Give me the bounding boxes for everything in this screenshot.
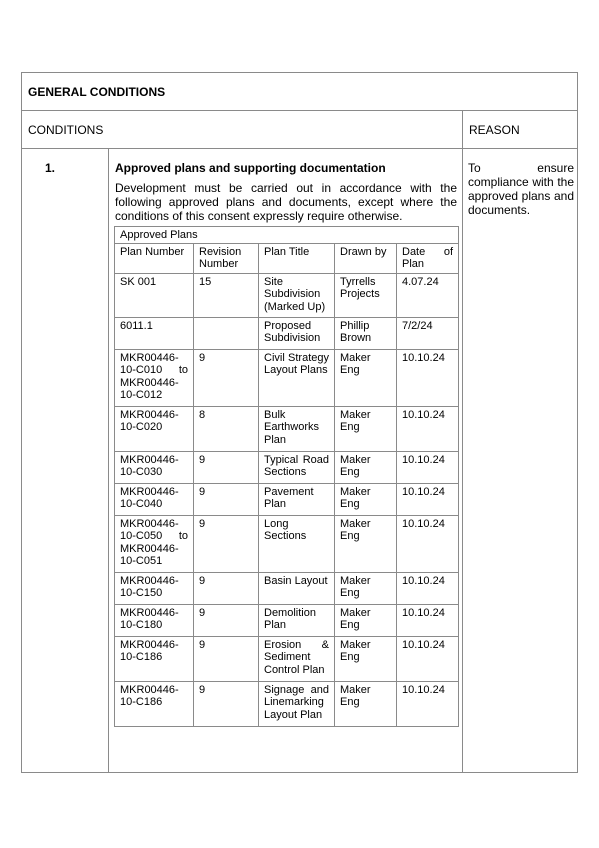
table-cell: Bulk Earthworks Plan bbox=[259, 406, 335, 451]
table-row bbox=[115, 406, 459, 451]
table-cell: 10.10.24 bbox=[397, 349, 459, 406]
table-cell: 10.10.24 bbox=[397, 604, 459, 636]
table-cell: Tyrrells Projects bbox=[335, 273, 397, 317]
table-row bbox=[115, 451, 459, 483]
table-cell: Basin Layout bbox=[259, 572, 335, 604]
table-cell: Civil Strategy Layout Plans bbox=[259, 349, 335, 406]
divider bbox=[21, 110, 578, 111]
table-cell: 4.07.24 bbox=[397, 273, 459, 317]
condition-number: 1. bbox=[45, 161, 56, 175]
column-divider bbox=[108, 148, 109, 773]
table-row bbox=[115, 483, 459, 515]
divider bbox=[21, 148, 578, 149]
section-title: GENERAL CONDITIONS bbox=[28, 85, 166, 99]
table-cell: Maker Eng bbox=[335, 406, 397, 451]
table-cell: 6011.1 bbox=[115, 317, 194, 349]
table-caption: Approved Plans bbox=[115, 227, 459, 244]
table-cell: 9 bbox=[194, 604, 259, 636]
column-header: Revision Number bbox=[194, 243, 259, 273]
table-cell: 8 bbox=[194, 406, 259, 451]
column-header: Drawn by bbox=[335, 243, 397, 273]
table-row bbox=[115, 349, 459, 406]
condition-reason: To ensure compliance with the approved plans and documents. bbox=[468, 161, 574, 217]
table-row bbox=[115, 681, 459, 726]
conditions-header: CONDITIONS bbox=[28, 123, 104, 137]
table-row bbox=[115, 572, 459, 604]
table-cell: MKR00446-10-C186 bbox=[115, 681, 194, 726]
table-cell: MKR00446-10-C010 to MKR00446-10-C012 bbox=[115, 349, 194, 406]
table-cell: 10.10.24 bbox=[397, 406, 459, 451]
table-cell: 9 bbox=[194, 572, 259, 604]
table-cell: 15 bbox=[194, 273, 259, 317]
table-cell: Long Sections bbox=[259, 515, 335, 572]
column-header: Plan Number bbox=[115, 243, 194, 273]
table-cell: Maker Eng bbox=[335, 349, 397, 406]
table-row bbox=[115, 273, 459, 317]
table-cell: 9 bbox=[194, 451, 259, 483]
condition-title: Approved plans and supporting documentation bbox=[115, 161, 386, 175]
table-cell: 9 bbox=[194, 636, 259, 681]
table-cell: Proposed Subdivision bbox=[259, 317, 335, 349]
table-cell: 10.10.24 bbox=[397, 515, 459, 572]
table-cell: Maker Eng bbox=[335, 451, 397, 483]
table-row bbox=[115, 515, 459, 572]
table-cell: Maker Eng bbox=[335, 604, 397, 636]
column-header: Date of Plan bbox=[397, 243, 459, 273]
table-cell: 9 bbox=[194, 483, 259, 515]
table-cell: 9 bbox=[194, 681, 259, 726]
table-cell: MKR00446-10-C050 to MKR00446-10-C051 bbox=[115, 515, 194, 572]
table-cell: MKR00446-10-C150 bbox=[115, 572, 194, 604]
table-cell: Site Subdivision (Marked Up) bbox=[259, 273, 335, 317]
table-cell: 7/2/24 bbox=[397, 317, 459, 349]
column-header: Plan Title bbox=[259, 243, 335, 273]
table-cell: Demolition Plan bbox=[259, 604, 335, 636]
table-cell: Maker Eng bbox=[335, 515, 397, 572]
table-cell: Maker Eng bbox=[335, 572, 397, 604]
table-cell: 10.10.24 bbox=[397, 572, 459, 604]
table-cell: SK 001 bbox=[115, 273, 194, 317]
approved-plans-table bbox=[114, 226, 459, 727]
table-cell: MKR00446-10-C030 bbox=[115, 451, 194, 483]
table-cell: MKR00446-10-C186 bbox=[115, 636, 194, 681]
table-cell: Maker Eng bbox=[335, 483, 397, 515]
column-divider bbox=[462, 110, 463, 773]
table-cell: Maker Eng bbox=[335, 636, 397, 681]
table-cell: 10.10.24 bbox=[397, 451, 459, 483]
table-cell: MKR00446-10-C180 bbox=[115, 604, 194, 636]
table-row bbox=[115, 317, 459, 349]
table-caption-row bbox=[115, 227, 459, 244]
reason-header: REASON bbox=[469, 123, 520, 137]
table-row bbox=[115, 636, 459, 681]
table-cell: 10.10.24 bbox=[397, 681, 459, 726]
table-cell: Maker Eng bbox=[335, 681, 397, 726]
table-cell: Typical Road Sections bbox=[259, 451, 335, 483]
table-cell: 9 bbox=[194, 515, 259, 572]
table-cell: Pavement Plan bbox=[259, 483, 335, 515]
table-cell: Erosion & Sediment Control Plan bbox=[259, 636, 335, 681]
table-row bbox=[115, 604, 459, 636]
table-cell: 9 bbox=[194, 349, 259, 406]
table-cell: Phillip Brown bbox=[335, 317, 397, 349]
table-header-row bbox=[115, 243, 459, 273]
table-cell: 10.10.24 bbox=[397, 483, 459, 515]
table-cell: MKR00446-10-C020 bbox=[115, 406, 194, 451]
table-cell: Signage and Linemarking Layout Plan bbox=[259, 681, 335, 726]
table-cell bbox=[194, 317, 259, 349]
condition-body: Development must be carried out in accordance with the following approved plans and documents, except where the conditions of this consent expressly require otherwise. bbox=[115, 181, 457, 223]
table-cell: 10.10.24 bbox=[397, 636, 459, 681]
table-cell: MKR00446-10-C040 bbox=[115, 483, 194, 515]
